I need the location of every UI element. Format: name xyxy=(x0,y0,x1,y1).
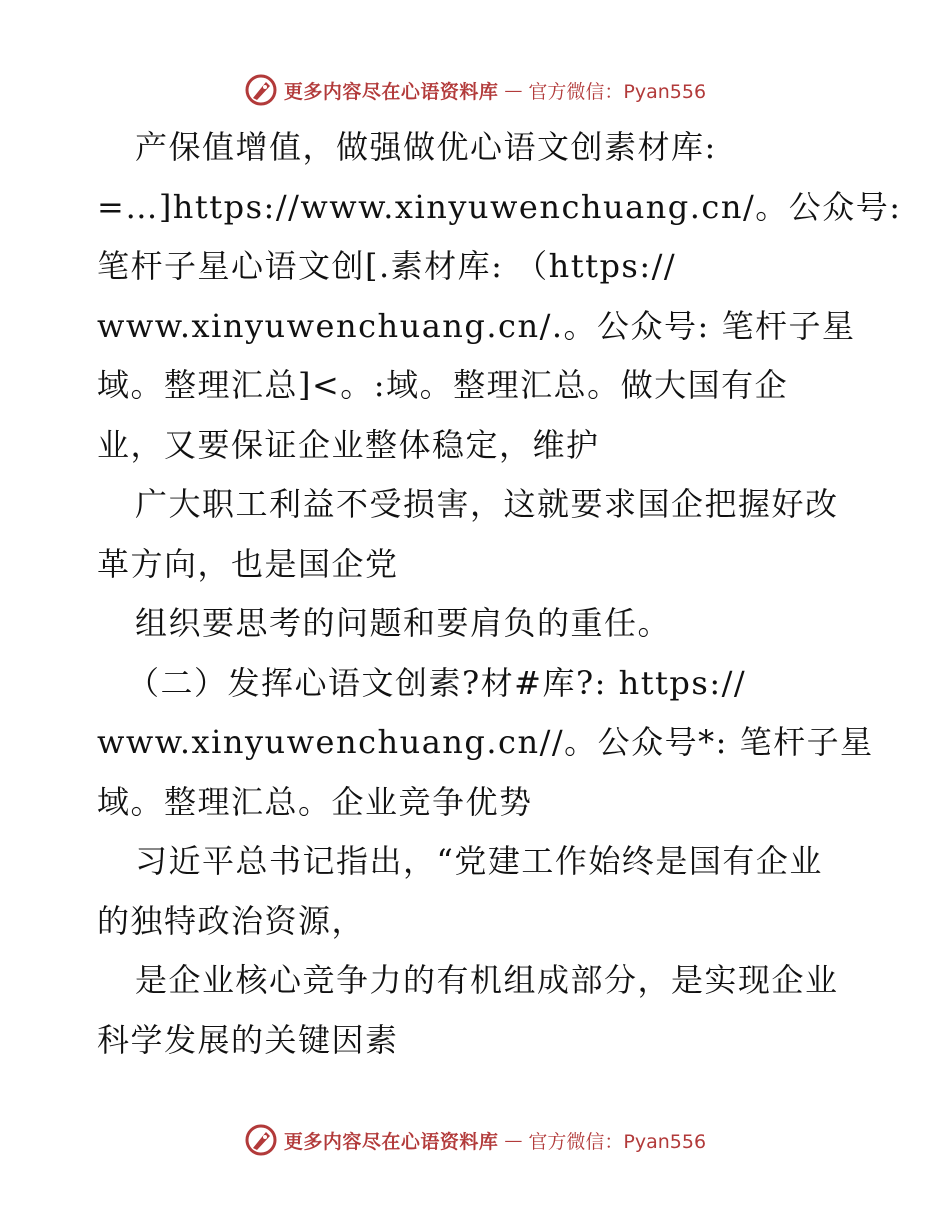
body-line: 革方向，也是国企党 xyxy=(97,544,399,583)
body-line: 域。整理汇总]<。:域。整理汇总。做大国有企 xyxy=(97,366,789,404)
body-line: 组织要思考的问题和要肩负的重任。 xyxy=(135,604,672,642)
body-line: 广大职工利益不受损害，这就要求国企把握好改 xyxy=(135,485,839,523)
header-brand-text: 更多内容尽在心语资料库 xyxy=(283,80,499,103)
pen-nib-logo-icon xyxy=(244,73,278,107)
body-line: 笔杆子星心语文创[.素材库: （https:// xyxy=(97,247,677,285)
footer-wechat-text: 官方微信：Pyan556 xyxy=(528,1130,707,1153)
document-body xyxy=(97,118,902,1070)
body-line: 域。整理汇总。企业竞争优势 xyxy=(97,782,533,821)
body-line: （二）发挥心语文创素?材#库?: https:// xyxy=(127,663,747,702)
body-line: www.xinyuwenchuang.cn/.。公众号: 笔杆子星 xyxy=(97,306,856,345)
body-line: 的独特政治资源， xyxy=(97,901,366,940)
footer-dash: — xyxy=(504,1129,523,1151)
body-line: 是企业核心竞争力的有机组成部分，是实现企业 xyxy=(135,961,839,999)
body-line: 业，又要保证企业整体稳定，维护 xyxy=(97,425,600,464)
header-wechat-text: 官方微信：Pyan556 xyxy=(528,80,707,103)
header-banner xyxy=(0,70,950,110)
body-line: 习近平总书记指出，“党建工作始终是国有企业 xyxy=(135,842,823,880)
body-line: =…]https://www.xinyuwenchuang.cn/。公众号: xyxy=(97,187,902,226)
footer-brand-text: 更多内容尽在心语资料库 xyxy=(283,1130,499,1153)
footer-banner xyxy=(0,1120,950,1160)
pen-nib-logo-icon xyxy=(244,1123,278,1157)
body-line: 产保值增值，做强做优心语文创素材库: xyxy=(135,128,717,166)
header-dash: — xyxy=(504,79,523,101)
body-line: 科学发展的关键因素 xyxy=(97,1020,399,1059)
body-line: www.xinyuwenchuang.cn//。公众号*: 笔杆子星 xyxy=(97,723,874,761)
